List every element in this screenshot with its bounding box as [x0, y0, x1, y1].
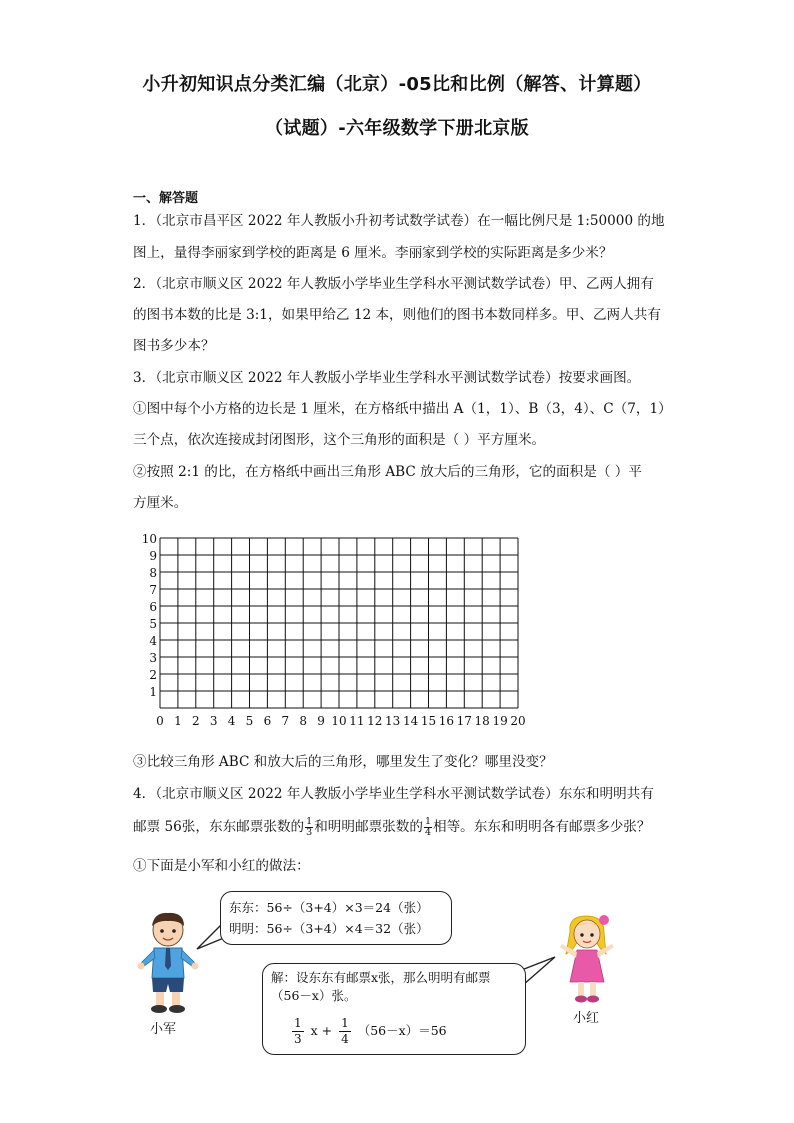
x-tick-label: 6	[263, 714, 272, 728]
x-tick-label: 11	[349, 714, 365, 728]
y-tick-label: 4	[149, 634, 157, 648]
q3-sub2-line1: ②按照 2:1 的比，在方格纸中画出三角形 ABC 放大后的三角形，它的面积是（ ）平	[133, 464, 642, 480]
grid-y-labels	[142, 532, 158, 699]
grid-lines	[160, 538, 518, 708]
y-tick-label: 3	[149, 651, 157, 665]
x-tick-label: 13	[385, 714, 401, 728]
y-tick-label: 2	[149, 668, 157, 682]
boy-illustration	[132, 908, 204, 1016]
q4-fraction-one-quarter	[424, 817, 432, 838]
x-tick-label: 16	[438, 714, 455, 728]
bubble2-equation	[289, 1016, 447, 1047]
q3-sub2-line2: 方厘米。	[133, 495, 188, 511]
q1-line2: 图上，量得李丽家到学校的距离是 6 厘米。李丽家到学校的实际距离是多少米？	[133, 245, 613, 261]
frac2-numerator: 1	[424, 816, 431, 827]
x-tick-label: 12	[367, 714, 383, 728]
q2-line2: 的图书本数的比是 3:1，如果甲给乙 12 本，则他们的图书本数同样多。甲、乙两人共有	[133, 307, 661, 323]
frac1-denominator: 3	[306, 827, 313, 838]
x-tick-label: 18	[474, 714, 490, 728]
eq-part2: （56－x）＝56	[357, 1023, 447, 1038]
q4-sub1: ①下面是小军和小红的做法：	[133, 858, 310, 874]
q1-line1: 1．（北京市昌平区 2022 年人教版小升初考试数学试卷）在一幅比例尺是 1:50000 的地	[133, 213, 665, 229]
y-tick-label: 10	[141, 532, 157, 546]
x-tick-label: 14	[402, 714, 419, 728]
q2-line1: 2．（北京市顺义区 2022 年人教版小学毕业生学科水平测试数学试卷）甲、乙两人拥有	[133, 276, 654, 292]
x-tick-label: 1	[174, 714, 182, 728]
eq-part1: x +	[310, 1023, 333, 1038]
x-tick-label: 9	[317, 714, 325, 728]
x-tick-label: 0	[156, 714, 164, 728]
y-tick-label: 6	[149, 600, 157, 614]
x-tick-label: 17	[456, 714, 472, 728]
speech-bubble-girl	[262, 963, 526, 1055]
boy-label: 小军	[150, 1022, 177, 1037]
girl-label: 小红	[573, 1011, 600, 1026]
frac1-numerator: 1	[306, 816, 313, 827]
y-tick-label: 1	[149, 685, 157, 699]
x-tick-label: 5	[245, 714, 254, 728]
x-tick-label: 10	[331, 714, 347, 728]
q3-sub3: ③比较三角形 ABC 和放大后的三角形，哪里发生了变化？哪里没变？	[133, 754, 553, 770]
eq-frac2-denominator: 4	[341, 1032, 349, 1046]
frac2-denominator: 4	[424, 827, 431, 838]
x-tick-label: 7	[281, 714, 290, 728]
q4-line2-text-b: 和明明邮票张数的	[314, 819, 423, 835]
bubble1-line2: 明明：56÷（3+4）×4＝32（张）	[229, 921, 429, 936]
q4-line2	[133, 817, 651, 838]
q4-line2-text-c: 相等。东东和明明各有邮票多少张？	[433, 819, 651, 835]
y-tick-label: 5	[149, 617, 157, 631]
bubble2-line2: （56－x）张。	[271, 988, 357, 1003]
speech-bubble-boy	[220, 891, 452, 945]
x-tick-label: 4	[227, 714, 236, 728]
y-tick-label: 7	[149, 583, 157, 597]
x-tick-label: 2	[191, 714, 200, 728]
document-title-line2: （试题）-六年级数学下册北京版	[265, 118, 529, 139]
eq-frac1-denominator: 3	[294, 1032, 302, 1046]
section-title: 一、解答题	[133, 191, 199, 206]
bubble2-line1: 解：设东东有邮票x张，那么明明有邮票	[271, 970, 491, 985]
x-tick-label: 20	[510, 714, 526, 728]
coordinate-grid	[140, 530, 530, 730]
x-tick-label: 15	[420, 714, 437, 728]
eq-frac1-numerator: 1	[294, 1016, 302, 1030]
grid-x-labels	[156, 714, 525, 728]
x-tick-label: 8	[299, 714, 308, 728]
eq-fraction-one-third	[292, 1016, 304, 1047]
x-tick-label: 19	[492, 714, 508, 728]
y-tick-label: 9	[149, 549, 157, 563]
y-tick-label: 8	[149, 566, 157, 580]
q2-line3: 图书多少本？	[133, 338, 215, 354]
x-tick-label: 3	[209, 714, 218, 728]
q3-sub1-line2: 三个点，依次连接成封闭图形，这个三角形的面积是（ ）平方厘米。	[133, 432, 546, 448]
q3-line1: 3．（北京市顺义区 2022 年人教版小学毕业生学科水平测试数学试卷）按要求画图。	[133, 370, 641, 386]
q3-sub1-line1: ①图中每个小方格的边长是 1 厘米，在方格纸中描出 A（1，1）、B（3，4）、C（7，1）	[133, 401, 672, 417]
q4-line1: 4．（北京市顺义区 2022 年人教版小学毕业生学科水平测试数学试卷）东东和明明共有	[133, 786, 654, 802]
q4-line2-text-a: 邮票 56张，东东邮票张数的	[133, 819, 305, 835]
document-title-line1: 小升初知识点分类汇编（北京）-05比和比例（解答、计算题）	[142, 74, 652, 95]
q4-fraction-one-third	[305, 817, 313, 838]
bubble1-line1: 东东：56÷（3+4）×3＝24（张）	[229, 900, 429, 915]
girl-illustration	[552, 910, 624, 1005]
eq-fraction-one-quarter	[339, 1016, 351, 1047]
eq-frac2-numerator: 1	[341, 1016, 349, 1030]
